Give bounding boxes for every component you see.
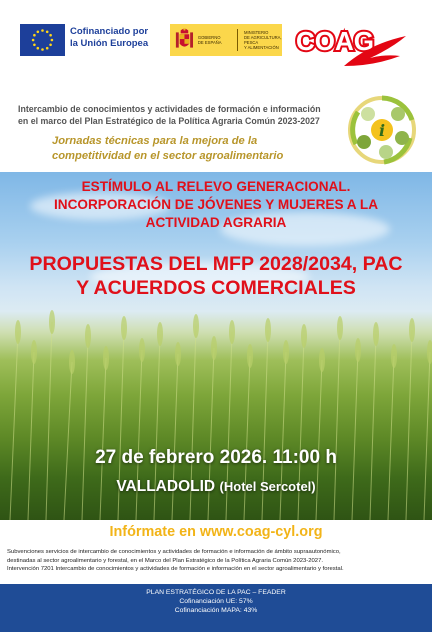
eu-label-line2: la Unión Europea <box>70 38 149 49</box>
coag-logo-icon <box>294 22 412 72</box>
program-band <box>0 88 432 172</box>
eu-cofinancing-label <box>70 26 170 50</box>
ministry-label-line1: MINISTERIO <box>243 30 269 35</box>
agri-cycle-info-icon <box>346 94 418 166</box>
eu-label-line1: Cofinanciado por <box>70 26 149 37</box>
venue-city: VALLADOLID <box>116 478 216 495</box>
event-venue <box>0 478 432 496</box>
coag-logo-text: COAG <box>296 26 374 56</box>
gov-divider <box>237 29 238 51</box>
program-line-1: Intercambio de conocimientos y actividades de formación e información <box>18 104 321 114</box>
headline-line-2: Y ACUERDOS COMERCIALES <box>76 277 356 299</box>
program-subtitle-1: Jornadas técnicas para la mejora de la <box>52 135 258 147</box>
topic-line-2: INCORPORACIÓN DE JÓVENES Y MUJERES A LA <box>53 197 379 212</box>
eu-flag-icon <box>20 24 65 56</box>
program-subtitle-2: competitividad en el sector agroalimentario <box>52 150 284 162</box>
program-line-2: en el marco del Plan Estratégico de la Política Agraria Común 2023-2027 <box>18 116 320 126</box>
spain-coat-of-arms-icon <box>174 26 195 54</box>
ministry-label <box>244 30 282 50</box>
info-section <box>0 520 432 584</box>
spanish-ministry-logo <box>170 24 282 56</box>
gov-label-line2: DE ESPAÑA <box>197 40 222 45</box>
website-link[interactable]: Infórmate en www.coag-cyl.org <box>109 524 323 540</box>
gov-label-line1: GOBIERNO <box>197 35 221 40</box>
fine-print-line-1: Subvenciones servicios de intercambio de conocimientos y actividades de formación e información de ámbito supraautonómico, <box>7 549 341 555</box>
fine-print-line-3: Intervención 7201 Intercambio de conocimientos y actividades de formación e información en el sector agroalimentario y forestal. <box>7 566 344 573</box>
headline-line-1: PROPUESTAS DEL MFP 2028/2034, PAC <box>29 253 403 275</box>
footer-line-3: Cofinanciación MAPA: 43% <box>174 607 258 615</box>
footer-line-2: Cofinanciación UE: 57% <box>179 598 253 606</box>
footer-line-1: PLAN ESTRATÉGICO DE LA PAC – FEADER <box>146 589 286 596</box>
venue-hotel: (Hotel Sercotel) <box>219 479 316 494</box>
funding-footer <box>0 584 432 632</box>
sponsor-logos-bar <box>0 0 432 88</box>
event-date: 27 de febrero 2026. 11:00 h <box>95 447 337 468</box>
topic-line-1: ESTÍMULO AL RELEVO GENERACIONAL. <box>81 179 351 194</box>
topic-line-3: ACTIVIDAD AGRARIA <box>145 215 287 230</box>
ministry-label-line2: DE AGRICULTURA, PESCA <box>243 35 282 45</box>
svg-text:i: i <box>378 121 386 140</box>
fine-print-line-2: destinadas al sector agroalimentario y forestal, en el Marco del Plan Estratégico de la Política Agraria Común 2023-2027. <box>7 557 323 564</box>
funding-fine-print <box>7 548 427 574</box>
ministry-label-line3: Y ALIMENTACIÓN <box>243 45 279 50</box>
gov-label <box>198 35 234 45</box>
